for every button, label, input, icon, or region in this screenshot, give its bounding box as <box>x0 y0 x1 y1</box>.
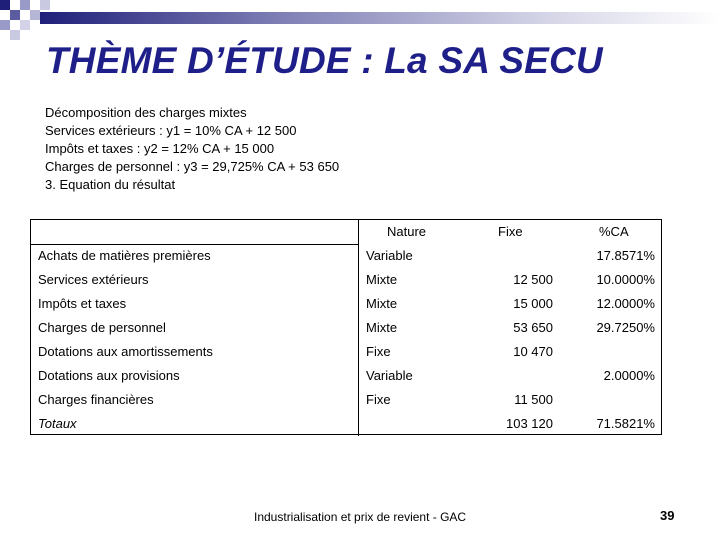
page-number: 39 <box>660 508 675 523</box>
row-nature: Mixte <box>366 272 398 287</box>
row-label: Impôts et taxes <box>38 296 127 311</box>
row-nature: Fixe <box>366 392 391 407</box>
row-pct: 17.8571% <box>596 248 655 263</box>
totals-label: Totaux <box>38 416 77 431</box>
header-pct: %CA <box>599 224 629 239</box>
row-nature: Fixe <box>366 344 391 359</box>
row-label: Dotations aux provisions <box>38 368 180 383</box>
row-nature: Mixte <box>366 320 398 335</box>
row-fixe: 15 000 <box>513 296 553 311</box>
column-separator <box>358 220 359 436</box>
header-nature: Nature <box>387 224 427 239</box>
note-line: Décomposition des charges mixtes <box>45 105 247 120</box>
charges-table <box>30 219 662 435</box>
row-pct: 29.7250% <box>596 320 655 335</box>
row-label: Achats de matières premières <box>38 248 211 263</box>
row-fixe: 10 470 <box>513 344 553 359</box>
note-line: Charges de personnel : y3 = 29,725% CA + 53 650 <box>45 159 340 174</box>
notes-block <box>45 104 339 194</box>
header-separator <box>31 244 358 245</box>
row-nature: Mixte <box>366 296 398 311</box>
totals-fixe: 103 120 <box>506 416 553 431</box>
row-pct: 10.0000% <box>596 272 655 287</box>
row-pct: 12.0000% <box>596 296 655 311</box>
row-pct: 2.0000% <box>603 368 655 383</box>
top-gradient-bar <box>40 12 720 24</box>
row-fixe: 53 650 <box>513 320 553 335</box>
footer-text: Industrialisation et prix de revient - GAC <box>254 510 467 524</box>
slide-title: THÈME D’ÉTUDE : La SA SECU <box>46 40 603 81</box>
row-label: Charges de personnel <box>38 320 166 335</box>
row-label: Dotations aux amortissements <box>38 344 213 359</box>
row-nature: Variable <box>366 248 413 263</box>
note-line: 3. Equation du résultat <box>45 177 176 192</box>
row-nature: Variable <box>366 368 413 383</box>
totals-pct: 71.5821% <box>596 416 655 431</box>
row-fixe: 11 500 <box>514 392 553 407</box>
header-fixe: Fixe <box>498 224 523 239</box>
note-line: Services extérieurs : y1 = 10% CA + 12 500 <box>45 123 297 138</box>
row-label: Charges financières <box>38 392 154 407</box>
note-line: Impôts et taxes : y2 = 12% CA + 15 000 <box>45 141 275 156</box>
row-label: Services extérieurs <box>38 272 149 287</box>
row-fixe: 12 500 <box>513 272 553 287</box>
